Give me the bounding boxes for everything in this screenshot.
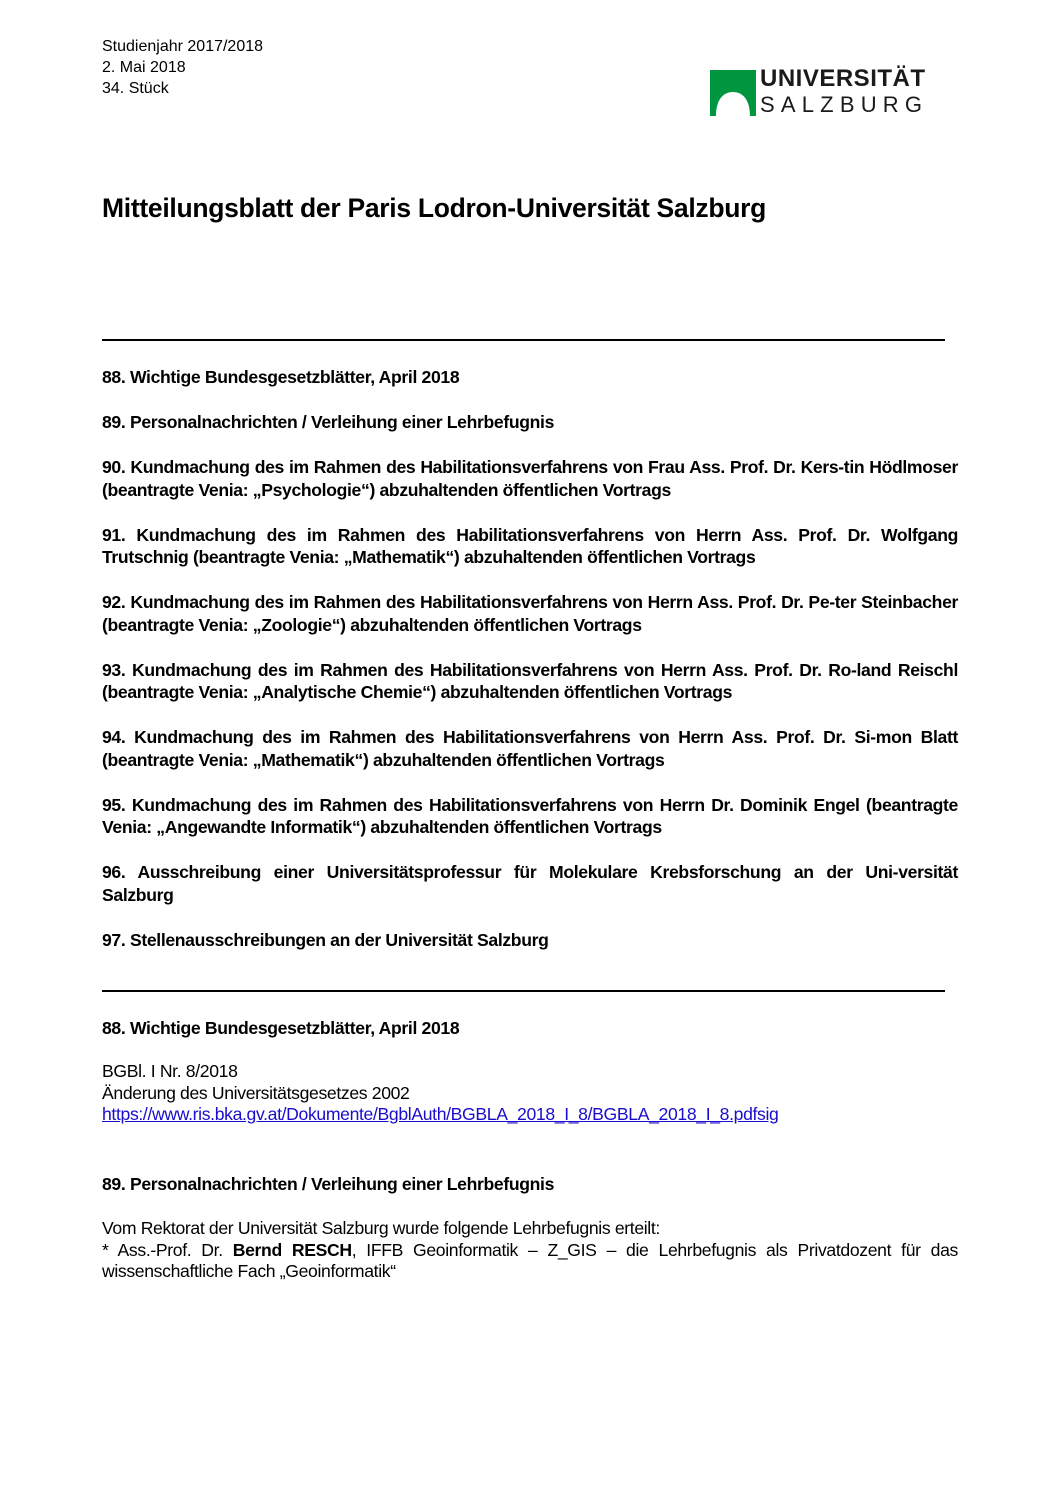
toc-item: 91. Kundmachung des im Rahmen des Habilitationsverfahrens von Herrn Ass. Prof. Dr. Wolfgang Trutschnig (beantragte Venia: „Mathematik“) abzuhaltenden öffentlichen Vortrags <box>102 524 958 567</box>
divider <box>102 990 945 992</box>
table-of-contents <box>102 366 958 974</box>
toc-item: 88. Wichtige Bundesgesetzblätter, April 2018 <box>102 367 460 387</box>
toc-item: 90. Kundmachung des im Rahmen des Habilitationsverfahrens von Frau Ass. Prof. Dr. Kers-tin Hödlmoser (beantragte Venia: „Psychologie“) abzuhaltenden öffentlichen Vortrags <box>102 457 958 500</box>
toc-item: 94. Kundmachung des im Rahmen des Habilitationsverfahrens von Herrn Ass. Prof. Dr. Si-mon Blatt (beantragte Venia: „Mathematik“) abzuhaltenden öffentlichen Vortrags <box>102 727 958 770</box>
academic-year: Studienjahr 2017/2018 <box>102 38 264 55</box>
section-89-heading: 89. Personalnachrichten / Verleihung einer Lehrbefugnis <box>102 1174 555 1194</box>
logo-text-salzburg: SALZBURG <box>760 92 929 117</box>
toc-item: 95. Kundmachung des im Rahmen des Habilitationsverfahrens von Herrn Dr. Dominik Engel (beantragte Venia: „Angewandte Informatik“) abzuhaltenden öffentlichen Vortrags <box>102 794 958 837</box>
toc-item: 97. Stellenausschreibungen an der Universität Salzburg <box>102 929 549 950</box>
university-logo <box>710 65 929 122</box>
entry-details: , IFFB Geoinformatik – Z_GIS – die Lehrbefugnis als Privatdozent für das wissenschaftliche Fach „Geoinformatik“ <box>102 1239 958 1281</box>
toc-item: 89. Personalnachrichten / Verleihung einer Lehrbefugnis <box>102 412 555 432</box>
gazette-title: Änderung des Universitätsgesetzes 2002 <box>102 1082 410 1103</box>
section-88-body <box>102 1061 958 1126</box>
issue-number: 34. Stück <box>102 80 169 97</box>
divider <box>102 339 945 341</box>
section-89-intro: Vom Rektorat der Universität Salzburg wurde folgende Lehrbefugnis erteilt: <box>102 1218 660 1238</box>
toc-item: 92. Kundmachung des im Rahmen des Habilitationsverfahrens von Herrn Ass. Prof. Dr. Pe-ter Steinbacher (beantragte Venia: „Zoologie“) abzuhaltenden öffentlichen Vortrags <box>102 592 958 635</box>
document-meta <box>102 36 263 99</box>
logo-arch-icon <box>710 70 756 116</box>
section-88-heading: 88. Wichtige Bundesgesetzblätter, April 2018 <box>102 1018 460 1038</box>
gazette-link[interactable]: https://www.ris.bka.gv.at/Dokumente/BgblAuth/BGBLA_2018_I_8/BGBLA_2018_I_8.pdfsig <box>102 1104 779 1124</box>
lehrbefugnis-entry <box>102 1240 958 1283</box>
logo-text-universitaet: UNIVERSITÄT <box>760 65 926 92</box>
toc-item: 93. Kundmachung des im Rahmen des Habilitationsverfahrens von Herrn Ass. Prof. Dr. Ro-land Reischl (beantragte Venia: „Analytische Chemie“) abzuhaltenden öffentlichen Vortrags <box>102 659 958 702</box>
gazette-number: BGBl. I Nr. 8/2018 <box>102 1061 238 1081</box>
page-title: Mitteilungsblatt der Paris Lodron-Universität Salzburg <box>102 193 767 223</box>
section-89-body <box>102 1218 958 1283</box>
toc-item: 96. Ausschreibung einer Universitätsprofessur für Molekulare Krebsforschung an der Uni-versität Salzburg <box>102 862 958 905</box>
entry-name: Bernd RESCH <box>232 1239 352 1260</box>
entry-prefix: * Ass.-Prof. Dr. <box>102 1239 233 1260</box>
issue-date: 2. Mai 2018 <box>102 59 186 76</box>
